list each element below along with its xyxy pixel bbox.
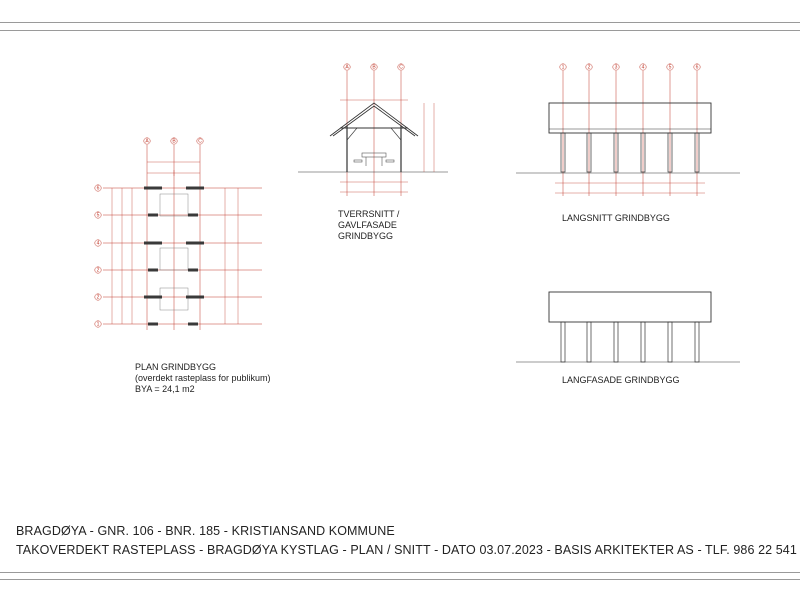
long-col-tag: 1 bbox=[561, 64, 565, 71]
long-section-caption: LANGSNITT GRINDBYGG bbox=[562, 213, 670, 223]
title-block-line2: TAKOVERDEKT RASTEPLASS - BRAGDØYA KYSTLAG - PLAN / SNITT - DATO 03.07.2023 - BASIS ARKITEKTER AS - TLF. 986 22 541 bbox=[16, 543, 797, 557]
long-section-vertical-grid bbox=[563, 71, 697, 196]
long-facade-roof bbox=[549, 292, 711, 322]
plan-row-tag: 6 bbox=[96, 185, 100, 192]
section-col-tag: C bbox=[399, 64, 403, 71]
long-section-column-tags bbox=[560, 64, 700, 71]
plan-right-dimensions bbox=[225, 188, 238, 324]
plan-left-dimensions bbox=[112, 188, 132, 324]
plan-caption-line3: BYA = 24,1 m2 bbox=[135, 384, 195, 394]
long-facade-posts bbox=[561, 322, 699, 362]
plan-vertical-grid bbox=[147, 145, 200, 330]
plan-col-tag: B bbox=[172, 138, 176, 145]
plan-column-tags bbox=[144, 138, 203, 145]
plan-row-tag: 1 bbox=[96, 321, 100, 328]
long-col-tag: 4 bbox=[641, 64, 645, 71]
section-caption-line3: GRINDBYGG bbox=[338, 231, 394, 241]
long-section-drawing bbox=[516, 64, 740, 196]
title-block-line1: BRAGDØYA - GNR. 106 - BNR. 185 - KRISTIANSAND KOMMUNE bbox=[16, 524, 395, 538]
long-col-tag: 3 bbox=[614, 64, 618, 71]
long-facade-caption: LANGFASADE GRINDBYGG bbox=[562, 375, 680, 385]
long-facade-drawing bbox=[516, 292, 740, 362]
plan-row-tag: 4 bbox=[96, 240, 100, 247]
plan-col-tag: C bbox=[198, 138, 202, 145]
plan-row-tag: 2 bbox=[96, 267, 100, 274]
long-col-tag: 5 bbox=[668, 64, 672, 71]
plan-caption-line2: (overdekt rasteplass for publikum) bbox=[135, 373, 271, 383]
plan-col-tag: A bbox=[145, 138, 149, 145]
plan-row-tag: 2 bbox=[96, 294, 100, 301]
plan-caption-line1: PLAN GRINDBYGG bbox=[135, 362, 217, 372]
plan-caption bbox=[135, 362, 271, 395]
long-col-tag: 2 bbox=[587, 64, 591, 71]
long-section-roof bbox=[549, 103, 711, 133]
plan-drawing bbox=[95, 138, 262, 330]
plan-top-dimensions bbox=[147, 162, 200, 176]
long-section-dimensions bbox=[555, 183, 705, 193]
section-caption-line2: GAVLFASADE bbox=[338, 220, 397, 230]
section-caption-line1: TVERRSNITT / bbox=[338, 209, 400, 219]
cross-section-drawing bbox=[298, 64, 448, 196]
long-section-posts bbox=[561, 133, 699, 172]
section-caption bbox=[338, 209, 399, 242]
long-col-tag: 6 bbox=[695, 64, 699, 71]
section-column-tags bbox=[344, 64, 404, 71]
section-col-tag: A bbox=[345, 64, 349, 71]
section-vertical-grid bbox=[347, 71, 401, 196]
section-col-tag: B bbox=[372, 64, 376, 71]
plan-row-tag: 5 bbox=[96, 212, 100, 219]
plan-row-tags bbox=[95, 185, 101, 328]
section-dimensions bbox=[340, 100, 434, 192]
